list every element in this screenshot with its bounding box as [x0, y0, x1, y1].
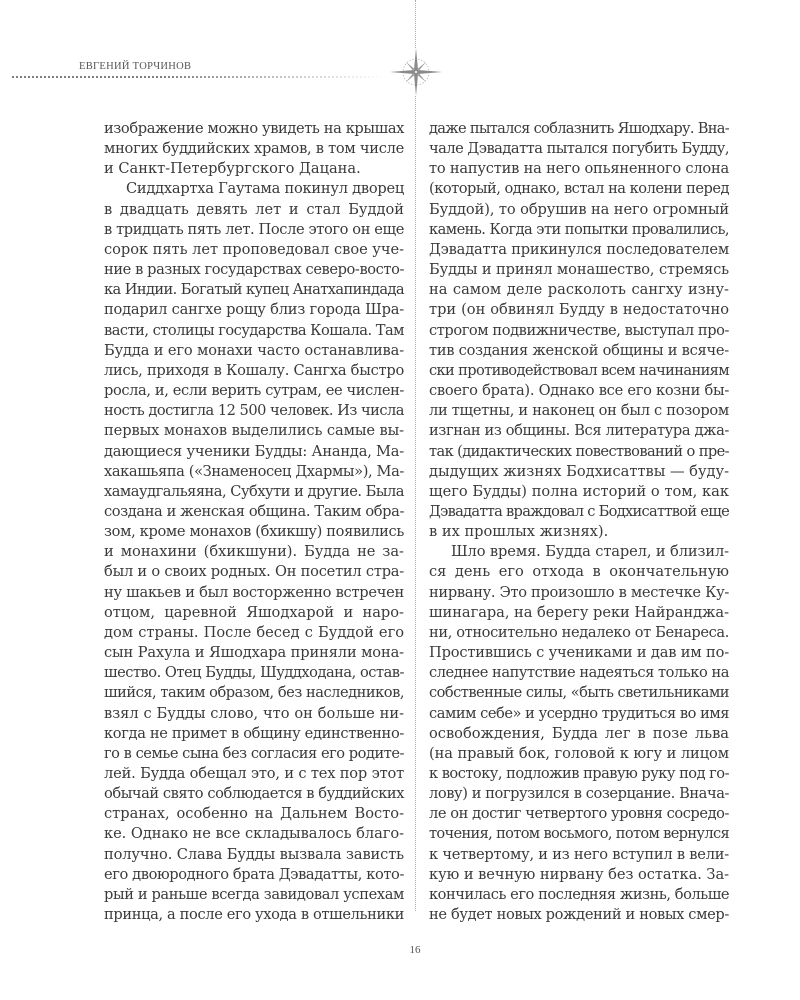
column-divider: [415, 96, 416, 911]
text-line: не будет новых рождений и новых смер-: [429, 906, 729, 924]
text-line: ся день его отхода в окончательную: [429, 563, 729, 581]
text-line: был и о своих родных. Он посетил стра-: [104, 563, 404, 581]
text-line: ни, относительно недалеко от Бенареса.: [429, 623, 729, 641]
text-line: Простившись с учениками и дав им по-: [429, 644, 729, 662]
text-line: шество. Отец Будды, Шуддходана, остав-: [104, 664, 404, 682]
text-line: камень. Когда эти попытки провалились,: [429, 220, 729, 238]
text-line: принца, а после его ухода в отшельники: [104, 906, 404, 924]
text-line: первых монахов выделились самые вы-: [104, 422, 404, 440]
text-line: обычай свято соблюдается в буддийских: [104, 785, 404, 803]
right-text-column: [429, 119, 729, 925]
text-line: чале Дэвадатта пытался погубить Будду,: [429, 140, 729, 158]
text-line: лись, приходя в Кошалу. Сангха быстро: [104, 361, 404, 379]
text-line: многих буддийских храмов, в том числе: [104, 140, 404, 158]
text-line: самим себе» и усердно трудиться во имя: [429, 704, 729, 722]
text-line: его двоюродного брата Дэвадатты, кото-: [104, 865, 404, 883]
text-line: зом, кроме монахов (бхикшу) появились: [104, 523, 404, 541]
text-line: (который, однако, встал на колени перед: [429, 180, 729, 198]
text-line: васти, столицы государства Кошала. Там: [104, 321, 404, 339]
text-line: к востоку, подложив правую руку под го-: [429, 765, 729, 782]
column-divider-top: [415, 0, 416, 48]
text-line: Будда и его монахи часто останавлива-: [104, 341, 404, 359]
text-line: шинагара, на берегу реки Найранджа-: [429, 603, 729, 621]
text-line: го в семье сына без согласия его родите-: [104, 744, 404, 762]
text-line: создана и женская община. Таким обра-: [104, 502, 404, 520]
text-line: сорок пять лет проповедовал свое уче-: [104, 240, 404, 258]
text-line: ле он достиг четвертого уровня сосредо-: [429, 805, 729, 823]
text-line: и Санкт-Петербургского Дацана.: [104, 160, 361, 178]
text-line: хакашьяпа («Знаменосец Дхармы»), Ма-: [104, 462, 404, 480]
text-line: к четвертому, и из него вступил в вели-: [429, 845, 729, 863]
text-line: ке. Однако не все складывалось благо-: [104, 825, 404, 843]
text-line: сын Рахула и Яшодхара приняли мона-: [104, 644, 404, 662]
text-line: Будды и принял монашество, стремясь: [429, 261, 729, 279]
text-line: Шло время. Будда старел, и близил-: [451, 543, 729, 561]
text-line: (на правый бок, головой к югу и лицом: [429, 744, 729, 762]
text-line: даже пытался соблазнить Яшодхару. Вна-: [429, 120, 729, 137]
text-line: ски противодействовал всем начинаниям: [429, 361, 729, 379]
left-text-column: [104, 119, 404, 925]
text-line: в их прошлых жизнях).: [429, 523, 609, 541]
text-line: строгом подвижничестве, выступал про-: [429, 321, 729, 339]
text-line: Дэвадатта прикинулся последователем: [429, 240, 729, 258]
text-line: странах, особенно на Дальнем Восто-: [104, 805, 404, 823]
text-line: ность достигла 12 500 человек. Из числа: [104, 402, 404, 420]
text-line: кую и вечную нирвану без остатка. За-: [429, 865, 729, 883]
text-line: собственные силы, «быть светильниками: [429, 684, 729, 702]
text-line: рый и раньше всегда завидовал успехам: [104, 885, 404, 903]
text-line: точения, потом восьмого, потом вернулся: [429, 825, 729, 843]
header-dotted-rule: [12, 76, 387, 78]
text-line: в двадцать девять лет и стал Буддой: [104, 200, 404, 218]
text-line: на самом деле расколоть сангху изну-: [429, 281, 729, 299]
text-line: изгнан из общины. Вся литература джа-: [429, 422, 729, 440]
text-line: дающиеся ученики Будды: Ананда, Ма-: [104, 442, 404, 460]
text-line: щего Будды) полна историй о том, как: [429, 482, 729, 500]
text-line: то напустив на него опьяненного слона: [429, 160, 729, 178]
text-line: росла, и, если верить сутрам, ее числен-: [104, 382, 404, 400]
text-line: ние в разных государствах северо-восто-: [104, 261, 404, 279]
text-line: своего брата). Однако все его козни бы-: [429, 382, 729, 400]
page-number: 16: [409, 944, 421, 956]
running-head-author: ЕВГЕНИЙ ТОРЧИНОВ: [79, 61, 192, 72]
text-line: тив создания женской общины и всяче-: [429, 341, 729, 359]
text-line: изображение можно увидеть на крышах: [104, 120, 404, 137]
text-line: следнее напутствие надеяться только на: [429, 664, 729, 682]
text-line: кончилась его последняя жизнь, больше: [429, 885, 729, 903]
text-line: лей. Будда обещал это, и с тех пор этот: [104, 765, 404, 782]
text-line: в тридцать пять лет. После этого он еще: [104, 220, 404, 238]
text-line: взял с Будды слово, что он больше ни-: [104, 704, 404, 722]
text-line: когда не примет в общину единственно-: [104, 724, 404, 742]
text-line: Сиддхартха Гаутама покинул дворец: [126, 180, 404, 198]
text-line: освобождения, Будда лег в позе льва: [429, 724, 729, 742]
text-line: ка Индии. Богатый купец Анатхапиндада: [104, 281, 404, 299]
text-line: лову) и погрузился в созерцание. Внача-: [429, 785, 729, 803]
text-line: дом страны. После бесед с Буддой его: [104, 623, 404, 641]
text-line: получно. Слава Будды вызвала зависть: [104, 845, 404, 863]
text-line: Дэвадатта враждовал с Бодхисаттвой еще: [429, 502, 729, 520]
text-line: Буддой), то обрушив на него огромный: [429, 200, 729, 218]
text-line: нирвану. Это произошло в местечке Ку-: [429, 583, 729, 601]
text-line: дыдущих жизнях Бодхисаттвы — буду-: [429, 462, 729, 480]
text-line: так (дидактических повествований о пре-: [429, 442, 729, 460]
text-line: подарил сангхе рощу близ города Шра-: [104, 301, 404, 319]
text-line: ли тщетны, и наконец он был с позором: [429, 402, 729, 420]
text-line: три (он обвинял Будду в недостаточно: [429, 301, 729, 319]
text-line: ну шакьев и был восторженно встречен: [104, 583, 404, 601]
text-line: и монахини (бхикшуни). Будда не за-: [104, 543, 404, 561]
compass-rose-icon: [388, 44, 444, 100]
text-line: отцом, царевной Яшодхарой и наро-: [104, 603, 404, 621]
text-line: хамаудгальяяна, Субхути и другие. Была: [104, 482, 404, 500]
text-line: шийся, таким образом, без наследников,: [104, 684, 404, 702]
